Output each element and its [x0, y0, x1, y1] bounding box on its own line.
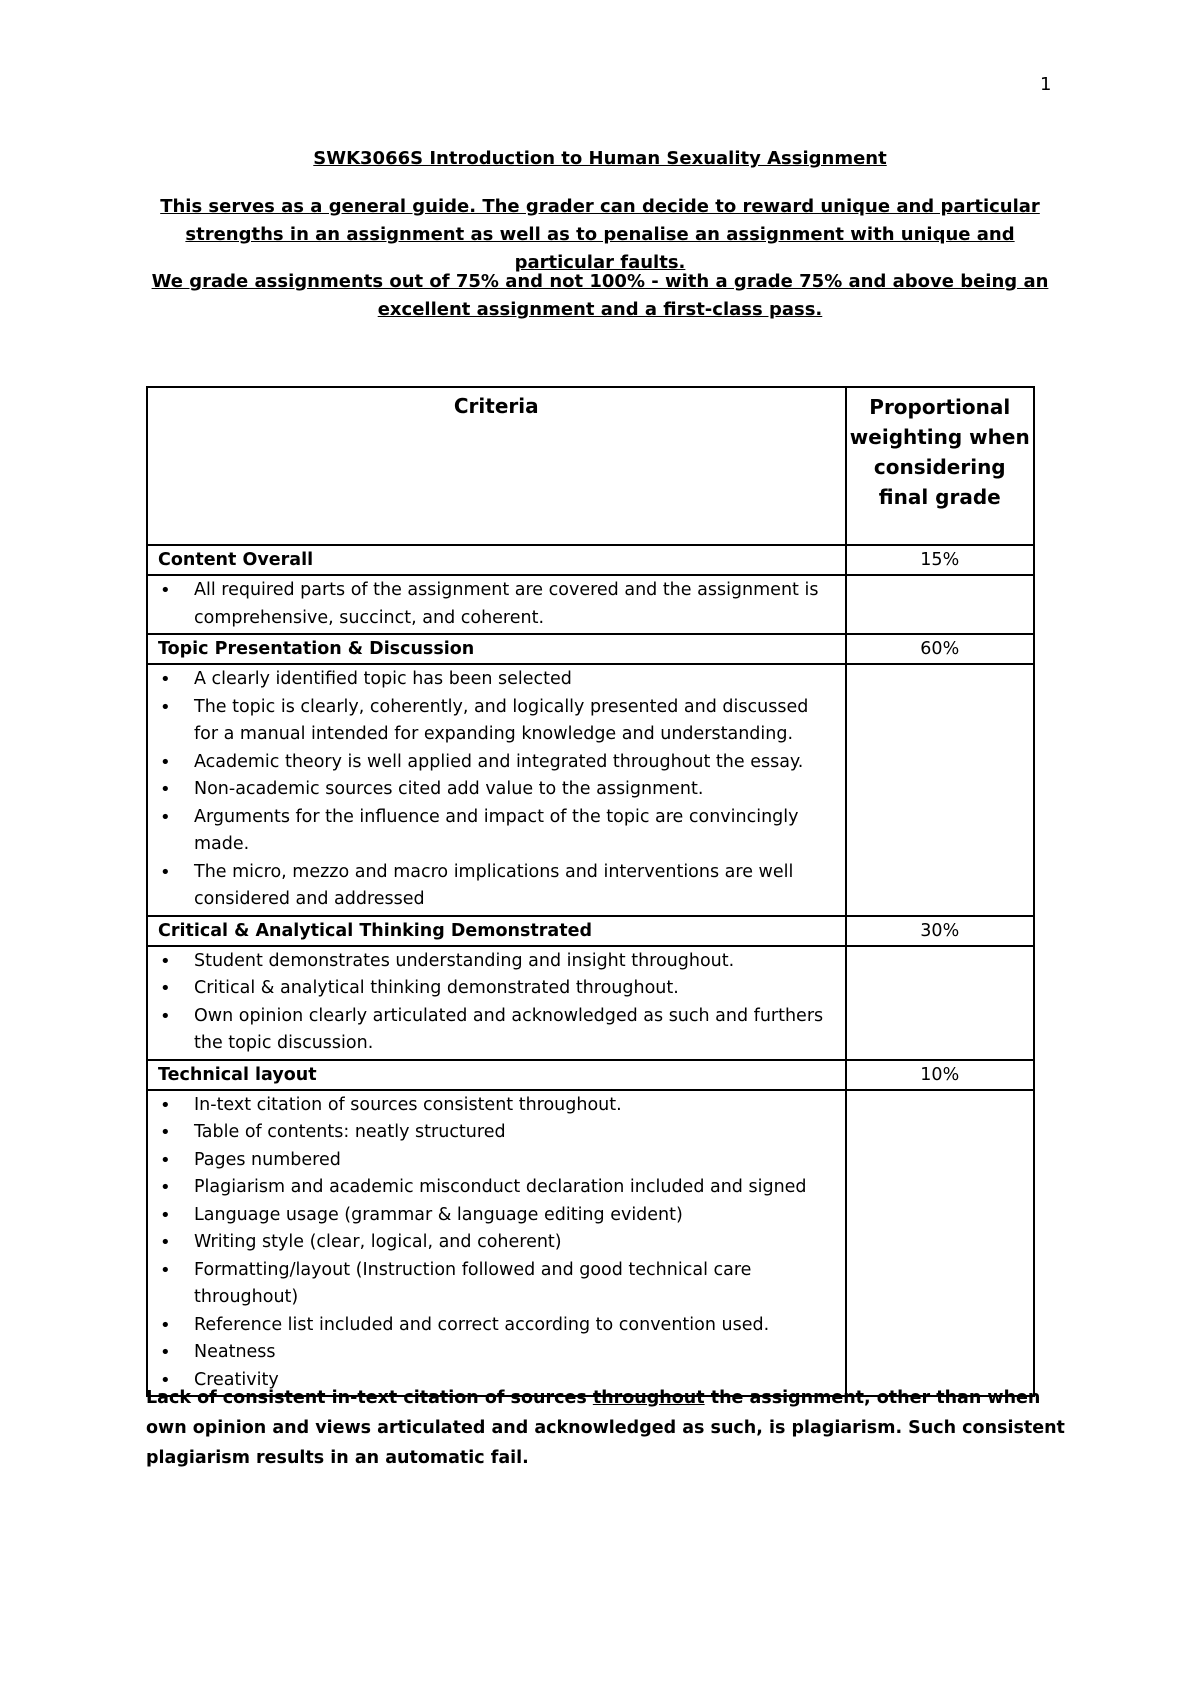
empty-weight-cell [846, 1090, 1034, 1397]
intro-grading-text: We grade assignments out of 75% and not 100% - with a grade 75% and above being an excellent assignment and a first-class pass. [151, 271, 1049, 320]
list-item: • Plagiarism and academic misconduct declaration included and signed [194, 1174, 835, 1202]
criteria-header: Criteria [147, 387, 846, 545]
section-row-technical-layout [147, 1060, 1034, 1090]
section-weight: 10% [846, 1060, 1034, 1090]
list-item: • The topic is clearly, coherently, and logically presented and discussed for a manual intended for expanding knowledge and understanding. [194, 694, 835, 749]
list-item: • A clearly identified topic has been selected [194, 666, 835, 694]
list-item: • Academic theory is well applied and integrated throughout the essay. [194, 749, 835, 777]
list-item: • Neatness [194, 1339, 835, 1367]
section-items-cell [147, 1090, 846, 1397]
list-item: • Table of contents: neatly structured [194, 1119, 835, 1147]
list-item: • Writing style (clear, logical, and coherent) [194, 1229, 835, 1257]
list-item: • Reference list included and correct according to convention used. [194, 1312, 835, 1340]
section-row-topic-presentation [147, 634, 1034, 664]
plagiarism-note [146, 1383, 1066, 1473]
section-name: Technical layout [147, 1060, 846, 1090]
list-item: • All required parts of the assignment are covered and the assignment is comprehensive, succinct, and coherent. [194, 577, 835, 632]
intro-guide-text: This serves as a general guide. The grader can decide to reward unique and particular strengths in an assignment as well as to penalise an assignment with unique and particular faults. [160, 196, 1040, 273]
list-item: • Arguments for the influence and impact of the topic are convincingly made. [194, 804, 835, 859]
list-item: • Non-academic sources cited add value to the assignment. [194, 776, 835, 804]
section-row-critical-thinking [147, 916, 1034, 946]
criteria-list [148, 665, 845, 915]
section-weight: 15% [846, 545, 1034, 575]
section-weight: 30% [846, 916, 1034, 946]
plagiarism-note-emphasis: throughout [592, 1388, 705, 1408]
weighting-header-line: weighting when [849, 425, 1030, 449]
list-item: • Pages numbered [194, 1147, 835, 1175]
list-item: • The micro, mezzo and macro implications and interventions are well considered and addressed [194, 859, 835, 914]
weighting-header [846, 387, 1034, 545]
weighting-header-line: Proportional [869, 395, 1011, 419]
list-item: • Critical & analytical thinking demonstrated throughout. [194, 975, 835, 1003]
list-item: • Formatting/layout (Instruction followed and good technical care throughout) [194, 1257, 835, 1312]
section-items-cell [147, 575, 846, 634]
section-items-row [147, 575, 1034, 634]
table-header-row [147, 387, 1034, 545]
list-item: • Own opinion clearly articulated and acknowledged as such and furthers the topic discussion. [194, 1003, 835, 1058]
empty-weight-cell [846, 946, 1034, 1060]
section-name: Content Overall [147, 545, 846, 575]
section-name: Critical & Analytical Thinking Demonstrated [147, 916, 846, 946]
criteria-list [148, 576, 845, 633]
section-items-cell [147, 946, 846, 1060]
plagiarism-note-end: the assignment, other than when own opinion and views articulated and acknowledged as such, is plagiarism. Such consistent plagiarism results in an automatic fail. [146, 1388, 1065, 1468]
section-items-row [147, 946, 1034, 1060]
section-row-content-overall [147, 545, 1034, 575]
weighting-header-line: considering [873, 455, 1006, 479]
criteria-list [148, 947, 845, 1059]
rubric-table [146, 386, 1035, 1397]
plagiarism-note-start: Lack of consistent in-text citation of sources [146, 1388, 593, 1408]
empty-weight-cell [846, 664, 1034, 916]
document-title: SWK3066S Introduction to Human Sexuality Assignment [313, 148, 887, 169]
section-weight: 60% [846, 634, 1034, 664]
list-item: • Creativity [194, 1367, 835, 1395]
weighting-header-line: final grade [878, 485, 1001, 509]
section-items-cell [147, 664, 846, 916]
section-items-row [147, 1090, 1034, 1397]
criteria-list [148, 1091, 845, 1396]
empty-weight-cell [846, 575, 1034, 634]
section-name: Topic Presentation & Discussion [147, 634, 846, 664]
list-item: • Student demonstrates understanding and insight throughout. [194, 948, 835, 976]
list-item: • In-text citation of sources consistent throughout. [194, 1092, 835, 1120]
page-number: 1 [1040, 74, 1052, 95]
section-items-row [147, 664, 1034, 916]
list-item: • Language usage (grammar & language editing evident) [194, 1202, 835, 1230]
